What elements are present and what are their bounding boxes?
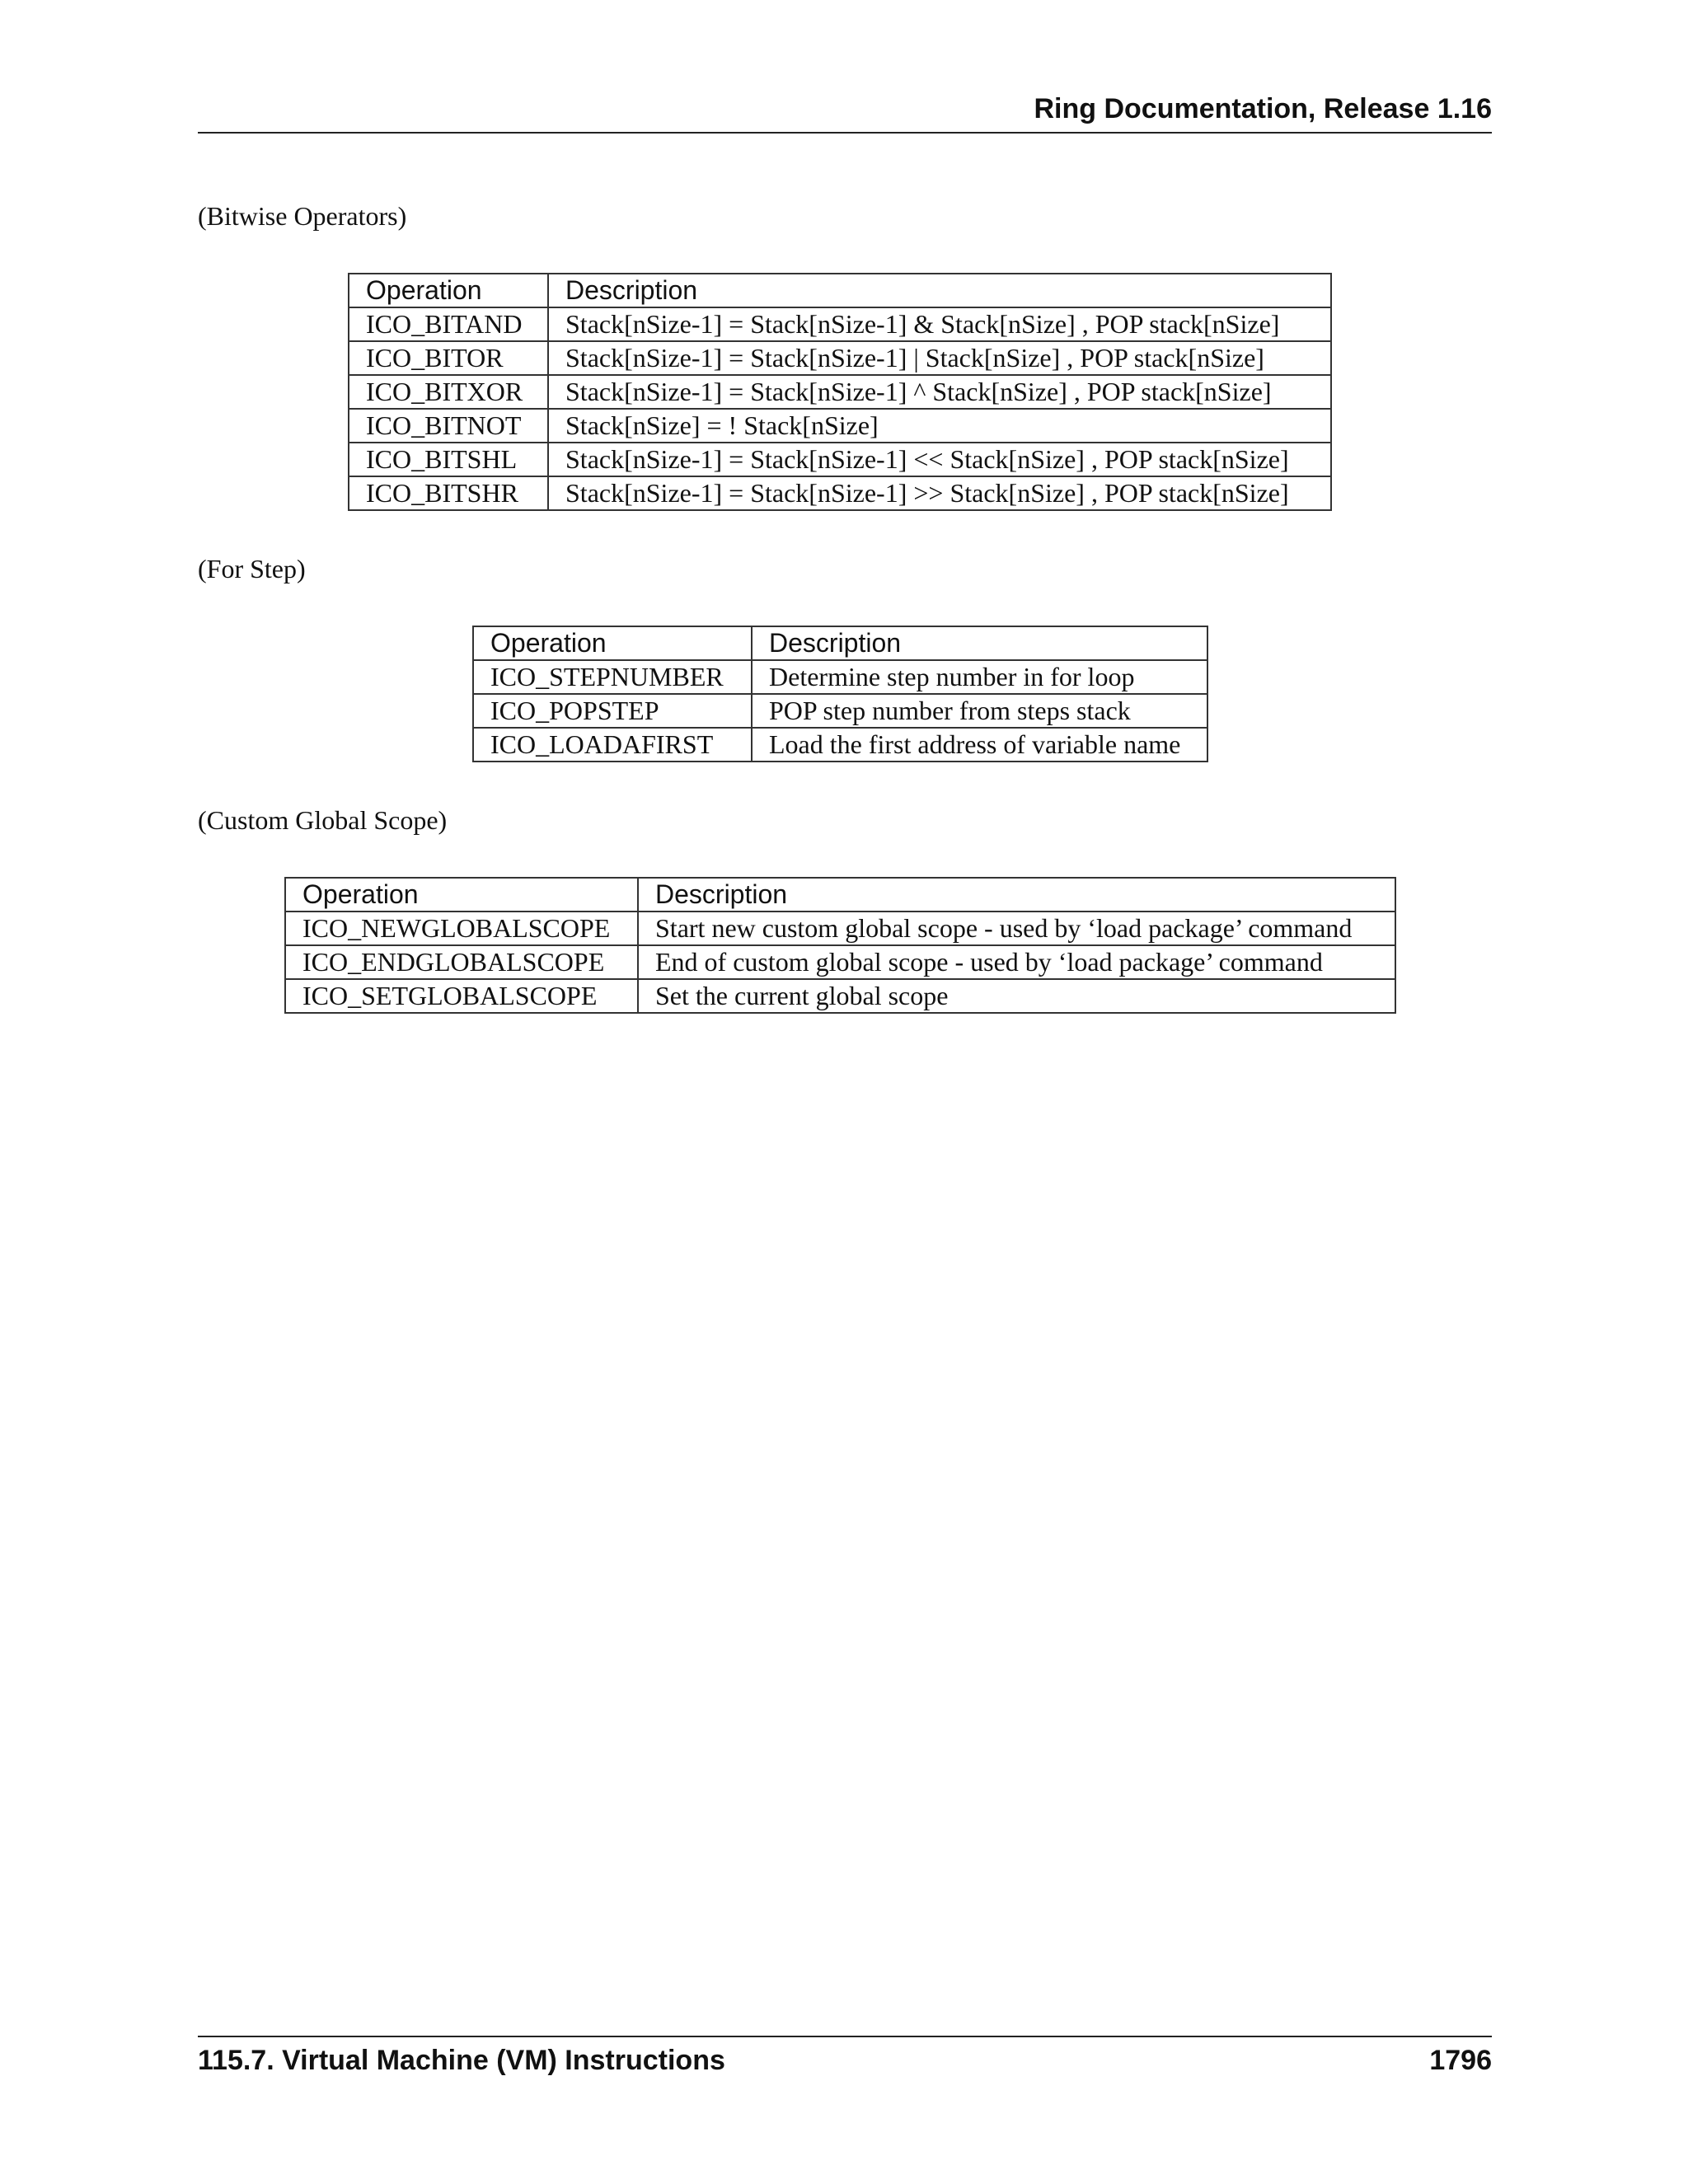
table-row [349, 307, 1331, 341]
description-cell: Stack[nSize] = ! Stack[nSize] [548, 409, 1331, 443]
column-header-operation: Operation [285, 878, 638, 912]
description-cell: End of custom global scope - used by ‘load package’ command [638, 945, 1395, 979]
description-cell: Start new custom global scope - used by ‘load package’ command [638, 912, 1395, 945]
document-title: Ring Documentation, Release 1.16 [1034, 93, 1492, 124]
table-row [473, 728, 1207, 762]
footer-section-title: 115.7. Virtual Machine (VM) Instructions [198, 2045, 725, 2076]
table-row [349, 476, 1331, 510]
table-row [349, 443, 1331, 476]
description-cell: Load the first address of variable name [752, 728, 1207, 762]
description-cell: Stack[nSize-1] = Stack[nSize-1] ^ Stack[nSize] , POP stack[nSize] [548, 375, 1331, 409]
page-footer [198, 2036, 1492, 2077]
column-header-operation: Operation [349, 274, 548, 307]
operation-cell: ICO_ENDGLOBALSCOPE [285, 945, 638, 979]
description-cell: Determine step number in for loop [752, 660, 1207, 694]
page-header [198, 92, 1492, 134]
table-row [349, 341, 1331, 375]
column-header-description: Description [548, 274, 1331, 307]
operation-cell: ICO_NEWGLOBALSCOPE [285, 912, 638, 945]
operation-cell: ICO_POPSTEP [473, 694, 752, 728]
table-row [285, 979, 1395, 1013]
operation-cell: ICO_BITOR [349, 341, 548, 375]
description-cell: Stack[nSize-1] = Stack[nSize-1] & Stack[nSize] , POP stack[nSize] [548, 307, 1331, 341]
operation-cell: ICO_BITNOT [349, 409, 548, 443]
column-header-description: Description [752, 626, 1207, 660]
operation-cell: ICO_BITXOR [349, 375, 548, 409]
table-row [349, 409, 1331, 443]
operation-cell: ICO_SETGLOBALSCOPE [285, 979, 638, 1013]
table-row [349, 375, 1331, 409]
bitwise-operators-table [348, 273, 1332, 511]
table-header-row [349, 274, 1331, 307]
description-cell: Stack[nSize-1] = Stack[nSize-1] >> Stack[nSize] , POP stack[nSize] [548, 476, 1331, 510]
description-cell: POP step number from steps stack [752, 694, 1207, 728]
operation-cell: ICO_BITAND [349, 307, 548, 341]
section-label-for-step: (For Step) [198, 554, 306, 583]
table-header-row [285, 878, 1395, 912]
operation-cell: ICO_BITSHR [349, 476, 548, 510]
page-number: 1796 [1429, 2045, 1492, 2076]
description-cell: Stack[nSize-1] = Stack[nSize-1] << Stack[nSize] , POP stack[nSize] [548, 443, 1331, 476]
operation-cell: ICO_LOADAFIRST [473, 728, 752, 762]
table-row [473, 694, 1207, 728]
operation-cell: ICO_STEPNUMBER [473, 660, 752, 694]
operation-cell: ICO_BITSHL [349, 443, 548, 476]
column-header-description: Description [638, 878, 1395, 912]
table-row [473, 660, 1207, 694]
description-cell: Set the current global scope [638, 979, 1395, 1013]
table-row [285, 945, 1395, 979]
section-label-custom-global-scope: (Custom Global Scope) [198, 805, 448, 835]
custom-global-scope-table [284, 877, 1396, 1014]
table-header-row [473, 626, 1207, 660]
table-row [285, 912, 1395, 945]
section-label-bitwise: (Bitwise Operators) [198, 201, 407, 231]
column-header-operation: Operation [473, 626, 752, 660]
for-step-table [472, 626, 1208, 762]
description-cell: Stack[nSize-1] = Stack[nSize-1] | Stack[nSize] , POP stack[nSize] [548, 341, 1331, 375]
